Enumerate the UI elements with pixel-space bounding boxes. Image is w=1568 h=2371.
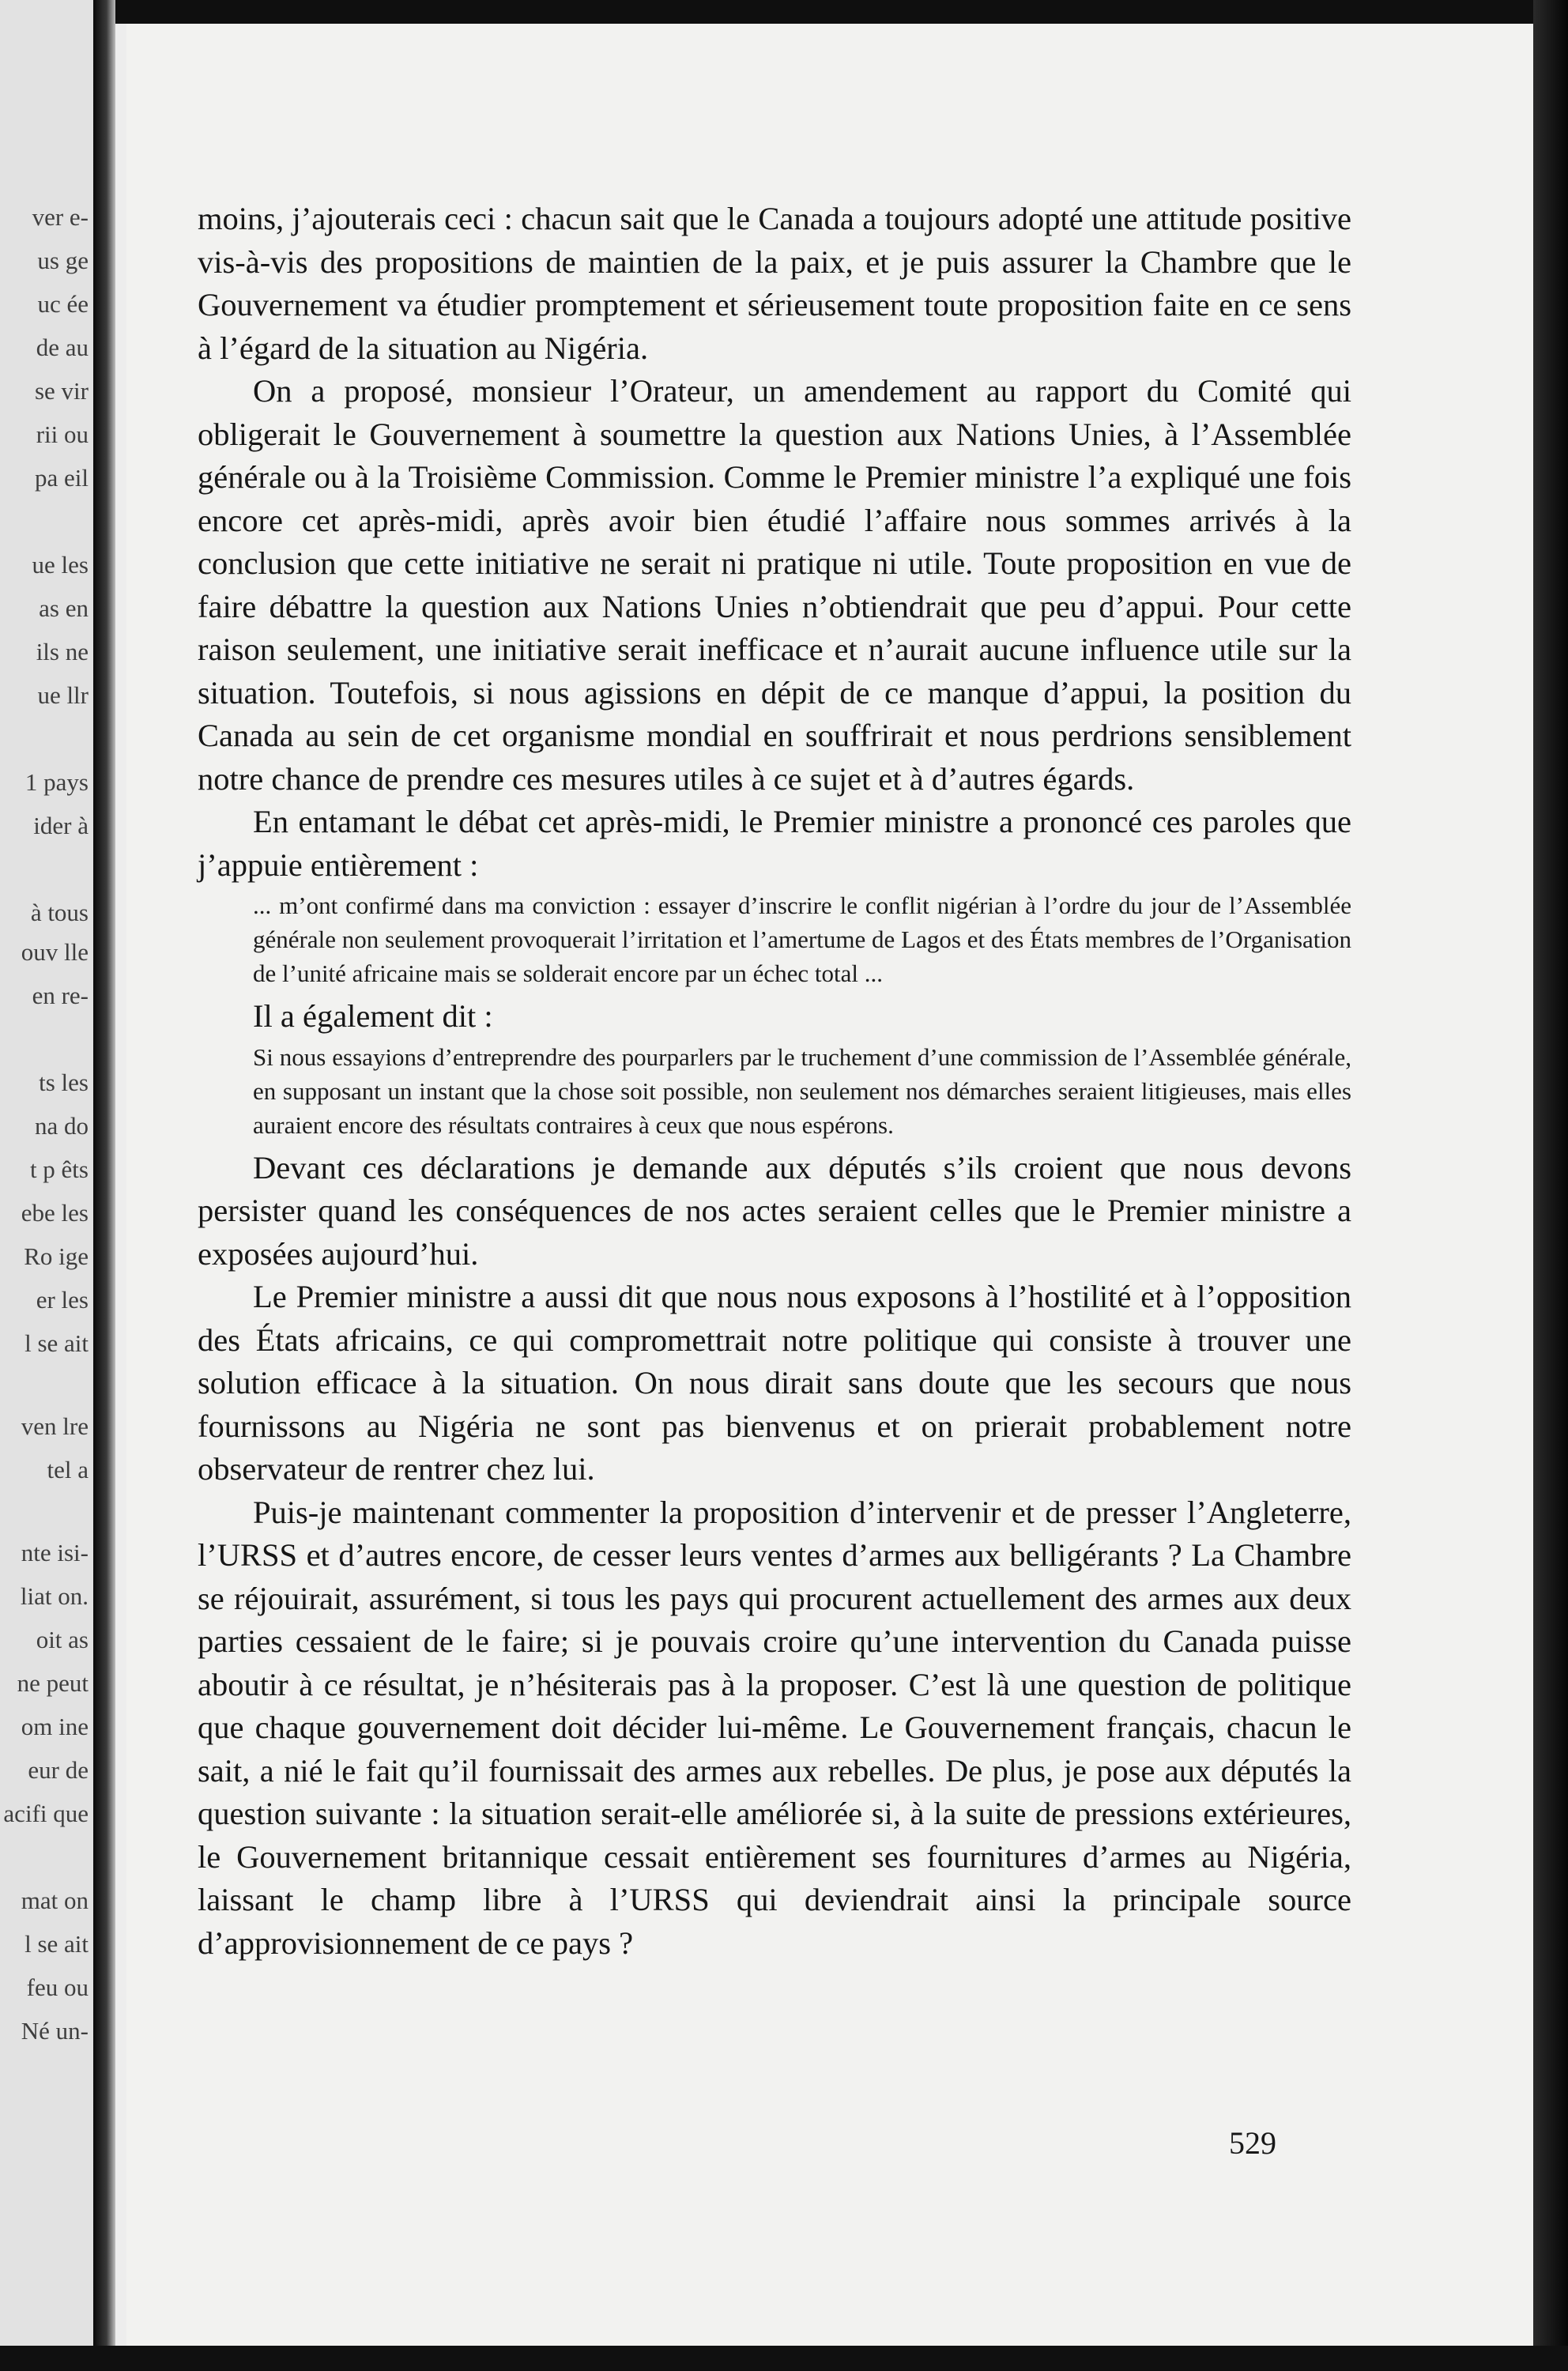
facing-page-line: ts les: [39, 1069, 89, 1096]
paragraph: Il a également dit :: [253, 998, 493, 1034]
paragraph: moins, j’ajouterais ceci : chacun sait que le Canada a toujours adopté une attitude positive vis-à-vis des propositions de maintien de la paix, et je puis assurer la Chambre que le Gouvernement va étudier promptement et sérieusement toute proposition faite en ce sens à l’égard de la situation au Nigéria.: [198, 201, 1351, 366]
paragraph: Puis-je maintenant commenter la proposition d’intervenir et de presser l’Angleterre, l’URSS et d’autres encore, de cesser leurs ventes d’armes aux belligérants ? La Chambre se réjouirait, assurément, si tous les pays qui procurent actuellement des armes aux deux parties cessaient de le faire; si je pouvais croire qu’une intervention du Canada puisse aboutir à ce résultat, je n’hésiterais pas à la proposer. C’est là une question de politique que chaque gouvernement doit décider lui-même. Le Gouvernement français, chacun le sait, a nié le fait qu’il fournissait des armes aux rebelles. De plus, je pose aux députés la question suivante : la situation serait-elle améliorée si, à la suite de pressions extérieures, le Gouvernement britannique cessait entièrement ses fournitures d’armes au Nigéria, laissant le champ libre à l’URSS qui deviendrait ainsi la principale source d’approvisionnement de ce pays ?: [198, 1494, 1351, 1961]
paragraph: Le Premier ministre a aussi dit que nous nous exposons à l’hostilité et à l’opposition des États africains, ce qui compromettrait notre politique qui consiste à trouver une solution efficace à la situation. On nous dirait sans doute que les secours que nous fournissons au Nigéria ne sont pas bienvenus et on prierait probablement notre observateur de rentrer chez lui.: [198, 1279, 1351, 1487]
scan-edge-bottom: [0, 2346, 1568, 2371]
facing-page-line: ver e-: [32, 203, 89, 231]
facing-page-line: l se ait: [24, 1329, 89, 1357]
facing-page-line: se vir: [34, 377, 89, 405]
book-gutter-shadow: [93, 0, 115, 2371]
facing-page-line: de au: [36, 334, 89, 361]
facing-page-line: Né un-: [21, 2017, 89, 2045]
facing-page-line: om ine: [21, 1713, 89, 1740]
paragraph: On a proposé, monsieur l’Orateur, un amendement au rapport du Comité qui obligerait le Gouvernement à soumettre la question aux Nations Unies, à l’Assemblée générale ou à la Troisième Commission. Comme le Premier ministre l’a expliqué une fois encore cet après-midi, après avoir bien étudié l’affaire nous sommes arrivés à la conclusion que cette initiative ne serait ni pratique ni utile. Toute proposition en vue de faire débattre la question aux Nations Unies n’obtiendrait que peu d’appui. Pour cette raison seulement, une initiative serait inefficace et n’aurait aucune influence utile sur la situation. Toutefois, si nous agissions en dépit de ce manque d’appui, la position du Canada au sein de cet organisme mondial en souffrirait et nous perdrions sensiblement notre chance de prendre ces mesures utiles à ce sujet et à d’autres égards.: [198, 373, 1351, 797]
facing-page-line: uc ée: [37, 290, 89, 318]
facing-page-line: ue llr: [37, 681, 89, 709]
facing-page-line: t p êts: [29, 1155, 89, 1183]
facing-page-line: er les: [36, 1286, 89, 1314]
facing-page-line: ebe les: [21, 1199, 89, 1227]
block-quote: ... m’ont confirmé dans ma conviction : essayer d’inscrire le conflit nigérian à l’ordre du jour de l’Assemblée générale non seulement provoquerait l’irritation et l’amertume de Lagos et des États membres de l’Organisation de l’unité africaine mais se solderait encore par un échec total ...: [253, 891, 1351, 987]
body-text: [198, 198, 1351, 1965]
facing-page-line: tel a: [47, 1456, 89, 1483]
facing-page-line: ne peut: [17, 1669, 89, 1697]
paragraph: Devant ces déclarations je demande aux députés s’ils croient que nous devons persister quand les conséquences de nos actes seraient celles que le Premier ministre a exposées aujourd’hui.: [198, 1149, 1351, 1272]
facing-page-line: ouv lle: [21, 938, 89, 966]
facing-page-line: en re-: [32, 982, 89, 1009]
page: [126, 24, 1533, 2346]
facing-page-line: nte isi-: [21, 1539, 89, 1566]
facing-page-line: ils ne: [36, 638, 89, 665]
scan-edge-right: [1533, 0, 1568, 2371]
facing-page-fragment: [0, 0, 93, 2371]
facing-page-line: pa eil: [35, 464, 89, 492]
facing-page-line: ue les: [32, 551, 89, 579]
facing-page-line: oit as: [36, 1626, 89, 1653]
facing-page-line: ider à: [33, 812, 89, 839]
facing-page-line: l se ait: [24, 1930, 89, 1958]
facing-page-line: acifi que: [3, 1800, 89, 1827]
facing-page-line: us ge: [37, 247, 89, 274]
facing-page-line: rii ou: [36, 420, 89, 448]
facing-page-line: ven lre: [21, 1412, 89, 1440]
facing-page-line: Ro ige: [24, 1242, 89, 1270]
facing-page-line: mat on: [21, 1887, 89, 1914]
facing-page-line: liat on.: [20, 1582, 89, 1610]
facing-page-line: 1 pays: [24, 768, 89, 796]
facing-page-line: à tous: [30, 899, 89, 926]
facing-page-line: as en: [39, 594, 89, 622]
scan-edge-top: [0, 0, 1568, 24]
facing-page-line: na do: [34, 1112, 89, 1140]
facing-page-line: eur de: [28, 1756, 89, 1784]
facing-page-line: feu ou: [26, 1973, 89, 2001]
page-number: 529: [1229, 2125, 1276, 2161]
paragraph: En entamant le débat cet après-midi, le Premier ministre a prononcé ces paroles que j’appuie entièrement :: [198, 804, 1351, 883]
block-quote: Si nous essayions d’entreprendre des pourparlers par le truchement d’une commission de l’Assemblée générale, en supposant un instant que la chose soit possible, non seulement nos démarches seraient litigieuses, mais elles auraient encore des résultats contraires à ceux que nous espérons.: [253, 1042, 1351, 1139]
